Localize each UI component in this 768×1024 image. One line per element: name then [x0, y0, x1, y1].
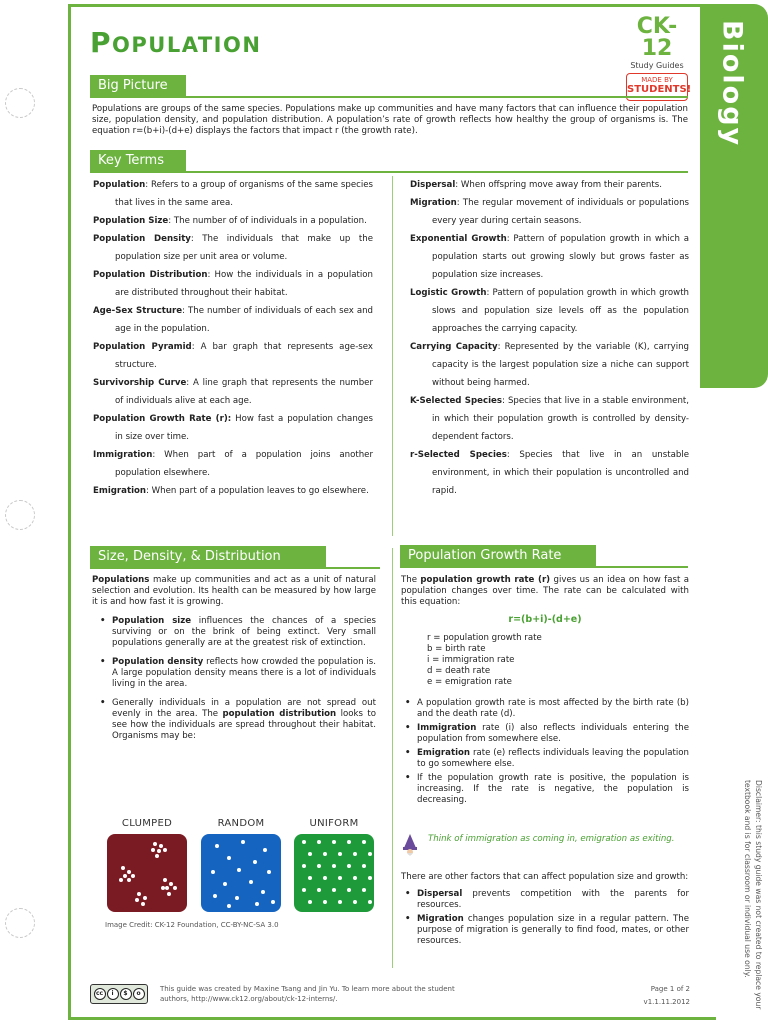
organism-dot: [308, 852, 312, 856]
bullet-item: • Emigration rate (e) reflects individuals leaving the population to go somewhere else.: [403, 748, 689, 770]
organism-dot: [137, 892, 141, 896]
uniform-pattern: UNIFORM: [294, 818, 374, 916]
organism-dot: [253, 860, 257, 864]
organism-dot: [155, 854, 159, 858]
organism-dot: [143, 896, 147, 900]
organism-dot: [308, 876, 312, 880]
organism-dot: [271, 900, 275, 904]
organism-dot: [347, 840, 351, 844]
organism-dot: [161, 886, 165, 890]
key-term: Dispersal: When offspring move away from their parents.: [410, 180, 662, 190]
section-rule: [400, 566, 688, 568]
organism-dot: [368, 852, 372, 856]
organism-dot: [131, 874, 135, 878]
organism-dot: [353, 900, 357, 904]
bullet-item: • Population size influences the chances of a species surviving or on the brink of being extinct. Very small populations generally are at the greatest risk of extinction.: [98, 616, 376, 649]
bullet-item: • Immigration rate (i) also reflects individuals entering the population from somewhere else.: [403, 723, 689, 745]
organism-dot: [347, 888, 351, 892]
bullet-item: • Migration changes population size in a regular pattern. The purpose of migration is generally to find food, mates, or other resources.: [403, 914, 689, 947]
organism-dot: [347, 864, 351, 868]
key-term: Logistic Growth: Pattern of population growth in which growth slows and population size levels off as the population approaches the carrying capacity.: [410, 288, 690, 334]
organism-dot: [308, 900, 312, 904]
key-term: Age-Sex Structure: The number of individuals of each sex and age in the population.: [93, 306, 373, 334]
binder-hole-icon: [5, 500, 35, 530]
organism-dot: [323, 852, 327, 856]
organism-dot: [332, 840, 336, 844]
clumped-pattern: CLUMPED: [107, 818, 187, 916]
growth-rate-body: The population growth rate (r) gives us an idea on how fast a population changes over time. The rate can be calculated with this equation: r=(b+i)-(d+e) r = population growth rate b = birth rate i = immigration rate d = death rate e = emigration rate • A population growth rate is most affected by the birth rate (b) and the death rate (d). • Immigration rate (i) also reflects individuals entering the population from somewhere else. • Emigration rate (e) reflects individuals leaving the population to go somewhere else. • If the population growth rate is positive, the population is increasing. If the rate is negative, the population is decreasing.: [401, 575, 689, 809]
organism-dot: [159, 844, 163, 848]
key-term: Migration: The regular movement of individuals or populations every year during certain seasons.: [410, 198, 689, 226]
equation-variables: [401, 633, 689, 688]
growth-rate-equation: r=(b+i)-(d+e): [508, 614, 582, 625]
organism-dot: [153, 842, 157, 846]
version: v1.1.11.2012: [643, 998, 690, 1006]
organism-dot: [317, 864, 321, 868]
organism-dot: [332, 864, 336, 868]
column-divider: [392, 548, 393, 968]
organism-dot: [323, 876, 327, 880]
equation-variable: i = immigration rate: [427, 655, 515, 665]
organism-dot: [163, 848, 167, 852]
organism-dot: [165, 886, 169, 890]
random-pattern: RANDOM: [201, 818, 281, 916]
organism-dot: [213, 894, 217, 898]
bullet-item: • A population growth rate is most affected by the birth rate (b) and the death rate (d).: [403, 698, 689, 720]
big-picture-text: Populations are groups of the same species. Populations make up communities and have many factors that can influence their population size, population density, and population distribution. A population’s rate of growth reflects how healthy the group of organisms is. The equation r=(b+i)-(d+e) displays the factors that impact r (the growth rate).: [92, 104, 688, 136]
organism-dot: [302, 840, 306, 844]
key-term: Carrying Capacity: Represented by the variable (K), carrying capacity is the largest population size a niche can support without being harmed.: [410, 342, 690, 388]
key-term: Exponential Growth: Pattern of population growth in which a population starts out growing slowly but grows faster as population size increases.: [410, 234, 690, 280]
column-divider: [392, 176, 393, 536]
organism-dot: [227, 904, 231, 908]
equation-variable: d = death rate: [427, 666, 491, 676]
organism-dot: [353, 852, 357, 856]
section-rule: [90, 171, 688, 173]
organism-dot: [227, 856, 231, 860]
key-term: Population Density: The individuals that make up the population size per unit area or volume.: [93, 234, 373, 262]
section-rule: [90, 96, 688, 98]
key-term: Population Distribution: How the individuals in a population are distributed throughout their habitat.: [93, 270, 373, 298]
organism-dot: [317, 840, 321, 844]
footer: [90, 984, 690, 1008]
organism-dot: [215, 844, 219, 848]
image-credit: Image Credit: CK-12 Foundation, CC-BY-NC-SA 3.0: [105, 921, 279, 929]
section-rule: [90, 567, 380, 569]
creative-commons-icon: cc i $ o: [90, 984, 148, 1004]
organism-dot: [353, 876, 357, 880]
organism-dot: [163, 878, 167, 882]
key-terms-right: [410, 176, 689, 500]
disclaimer: Disclaimer: this study guide was not created to replace your textbook and is for classroom or individual use only.: [743, 780, 763, 1010]
organism-dot: [302, 888, 306, 892]
organism-dot: [267, 870, 271, 874]
page-number: Page 1 of 2: [650, 985, 690, 993]
key-terms-left: [93, 176, 373, 500]
key-term: r-Selected Species: Species that live in an unstable environment, in which their population is uncontrolled and rapid.: [410, 450, 689, 496]
organism-dot: [241, 840, 245, 844]
organism-dot: [237, 868, 241, 872]
key-term: Population Size: The number of of individuals in a population.: [93, 216, 367, 226]
organism-dot: [368, 900, 372, 904]
other-factors: There are other factors that can affect population size and growth: • Dispersal prevents competition with the parents for resources. • Migration changes population size in a regular pattern. The purpose of migration is generally to find food, mates, or other resources.: [401, 872, 689, 950]
key-term: Population: Refers to a group of organisms of the same species that lives in the same area.: [93, 180, 373, 208]
equation-variable: e = emigration rate: [427, 677, 512, 687]
organism-dot: [362, 840, 366, 844]
equation-variable: b = birth rate: [427, 644, 486, 654]
organism-dot: [302, 864, 306, 868]
organism-dot: [368, 876, 372, 880]
page-title: POPULATION: [90, 26, 262, 59]
organism-dot: [362, 888, 366, 892]
organism-dot: [263, 848, 267, 852]
organism-dot: [338, 876, 342, 880]
bullet-item: • Generally individuals in a population are not spread out evenly in the area. The population distribution looks to see how the individuals are spread throughout their habitat. Organisms may be:: [98, 698, 376, 742]
key-term: Population Pyramid: A bar graph that represents age-sex structure.: [93, 342, 373, 370]
organism-dot: [338, 852, 342, 856]
bullet-item: • If the population growth rate is positive, the population is increasing. If the rate is negative, the population is decreasing.: [403, 773, 689, 806]
key-term: Immigration: When part of a population joins another population elsewhere.: [93, 450, 373, 478]
bullet-item: • Dispersal prevents competition with the parents for resources.: [403, 889, 689, 911]
bullet-item: • Population density reflects how crowded the population is. A large population density means there is a lot of individuals living in the area.: [98, 657, 376, 690]
organism-dot: [157, 849, 161, 853]
ck12-logo: CK-12 Study Guides MADE BY STUDENTS!: [622, 16, 692, 88]
key-terms-heading: Key Terms: [90, 150, 186, 172]
immigration-tip: Think of immigration as coming in, emigration as exiting.: [400, 834, 692, 856]
organism-dot: [119, 878, 123, 882]
footer-credit: This guide was created by Maxine Tsang and Jin Yu. To learn more about the student authors, http://www.ck12.org/about/ck-12-interns/.: [160, 985, 455, 1003]
footer-page-info: [644, 984, 690, 1007]
organism-dot: [169, 882, 173, 886]
organism-dot: [323, 900, 327, 904]
organism-dot: [123, 874, 127, 878]
organism-dot: [223, 882, 227, 886]
subject-tab-label: Biology: [716, 20, 748, 148]
equation-variable: r = population growth rate: [427, 633, 542, 643]
growth-rate-heading: Population Growth Rate: [400, 545, 596, 567]
distribution-patterns: [107, 818, 383, 916]
organism-dot: [338, 900, 342, 904]
organism-dot: [173, 886, 177, 890]
organism-dot: [127, 878, 131, 882]
organism-dot: [255, 902, 259, 906]
key-term: Emigration: When part of a population leaves to go elsewhere.: [93, 486, 369, 496]
organism-dot: [127, 870, 131, 874]
wizard-icon: [400, 834, 420, 856]
organism-dot: [211, 870, 215, 874]
organism-dot: [249, 880, 253, 884]
key-term: Population Growth Rate (r): How fast a population changes in size over time.: [93, 414, 373, 442]
binder-hole-icon: [5, 88, 35, 118]
size-density-heading: Size, Density, & Distribution: [90, 546, 326, 568]
binder-hole-icon: [5, 908, 35, 938]
organism-dot: [332, 888, 336, 892]
size-density-body: Populations make up communities and act as a unit of natural selection and evolution. Its health can be measured by how large it is and how fast it is growing. • Population size influences the chances of a species surviving or on the brink of being extinct. Very small populations generally are at the greatest risk of extinction. • Population density reflects how crowded the population is. A large population density means there is a lot of individuals living in the area. • Generally individuals in a population are not spread out evenly in the area. The population distribution looks to see how the individuals are spread throughout their habitat. Organisms may be:: [92, 575, 376, 750]
organism-dot: [135, 898, 139, 902]
organism-dot: [362, 864, 366, 868]
key-term: Survivorship Curve: A line graph that represents the number of individuals alive at each age.: [93, 378, 373, 406]
organism-dot: [235, 896, 239, 900]
organism-dot: [121, 866, 125, 870]
organism-dot: [317, 888, 321, 892]
organism-dot: [151, 848, 155, 852]
made-by-students-badge: MADE BY STUDENTS!: [626, 73, 688, 101]
key-term: K-Selected Species: Species that live in a stable environment, in which their population growth is controlled by density-dependent factors.: [410, 396, 689, 442]
organism-dot: [167, 892, 171, 896]
big-picture-heading: Big Picture: [90, 75, 186, 97]
organism-dot: [141, 902, 145, 906]
organism-dot: [261, 890, 265, 894]
